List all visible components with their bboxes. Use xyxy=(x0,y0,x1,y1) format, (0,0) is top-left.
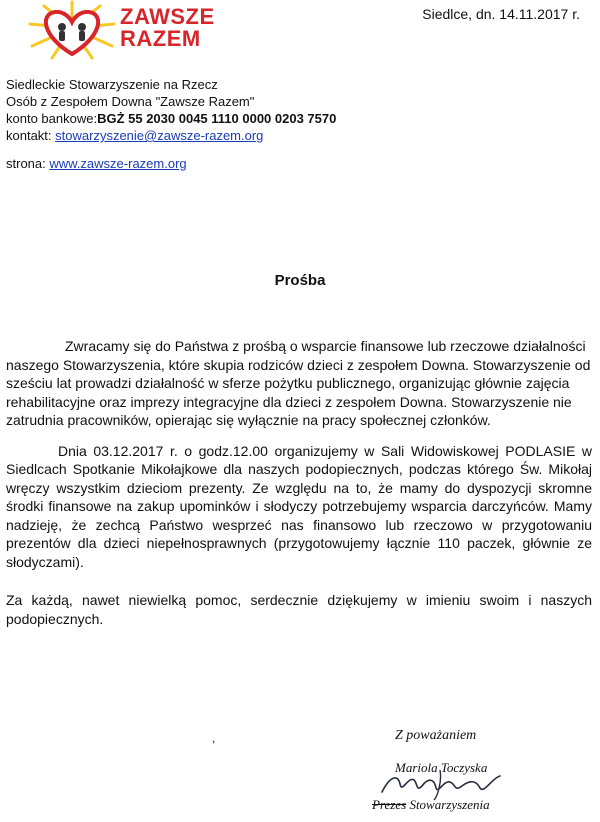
heart-with-children-icon xyxy=(22,0,122,62)
body-paragraph-1: Zwracamy się do Państwa z prośbą o wsparcie finansowe lub rzeczowe działalności naszego Stowarzyszenia, które skupia rodziców dzieci z zespołem Downa. Stowarzyszenie od sześciu lat prowadzi działalność w sferze pożytku publicznego, organizując głównie zajęcia rehabilitacyjne oraz imprezy integracyjne dla dzieci z zespołem Downa. Stowarzyszenie nie zatrudnia pracowników, opierając się wyłącznie na pracy społecznej członków. xyxy=(6,338,591,428)
closing-phrase: Z poważaniem xyxy=(395,728,477,743)
signer-name: Mariola Toczyska xyxy=(395,760,488,775)
letter-title: Prośba xyxy=(274,272,326,289)
sender-block xyxy=(6,76,336,144)
contact-email-link[interactable]: stowarzyszenie@zawsze-razem.org xyxy=(55,128,264,143)
body-paragraph-3: Za każdą, nawet niewielką pomoc, serdecznie dziękujemy w imieniu swoim i naszych podopiecznych. xyxy=(6,592,592,627)
website-line xyxy=(6,156,187,171)
contact-line xyxy=(6,127,336,144)
logo-line-1: ZAWSZE xyxy=(120,4,215,29)
logo-wordmark xyxy=(120,6,215,50)
role-suffix: Stowarzyszenia xyxy=(406,797,490,812)
letter-body xyxy=(6,337,592,628)
signer-role xyxy=(372,797,490,813)
contact-label: kontakt: xyxy=(6,128,52,143)
role-prefix: Prezes xyxy=(372,797,407,812)
logo-line-2: RAZEM xyxy=(120,26,201,51)
website-label: strona: xyxy=(6,156,46,171)
stray-mark: , xyxy=(212,731,216,745)
letter-date: Siedlce, dn. 14.11.2017 r. xyxy=(422,6,580,22)
bank-account-label: konto bankowe: xyxy=(6,111,98,126)
body-paragraph-2: Dnia 03.12.2017 r. o godz.12.00 organizujemy w Sali Widowiskowej PODLASIE w Siedlcach Spotkanie Mikołajkowe dla naszych podopiecznych, podczas którego Św. Mikołaj wręczy wszystkim dzieciom prezenty. Ze względu na to, że mamy do dyspozycji skromne środki finansowe na zakup upominków i słodyczy potrzebujemy wsparcia darczyńców. Mamy nadzieję, że zechcą Państwo wesprzeć nas finansowo lub rzeczowo w przygotowaniu prezentów dla dzieci niepełnosprawnych (przygotowujemy łącznie 110 paczek, głównie ze słodyczami). xyxy=(6,442,592,570)
sender-name-line-2: Osób z Zespołem Downa "Zawsze Razem" xyxy=(6,94,255,109)
website-link[interactable]: www.zawsze-razem.org xyxy=(49,156,187,171)
bank-account-line xyxy=(6,110,336,127)
bank-account-value: BGŻ 55 2030 0045 1110 0000 0203 7570 xyxy=(97,111,337,126)
organization-logo xyxy=(22,0,232,62)
sender-name-line-1: Siedleckie Stowarzyszenie na Rzecz xyxy=(6,77,218,92)
